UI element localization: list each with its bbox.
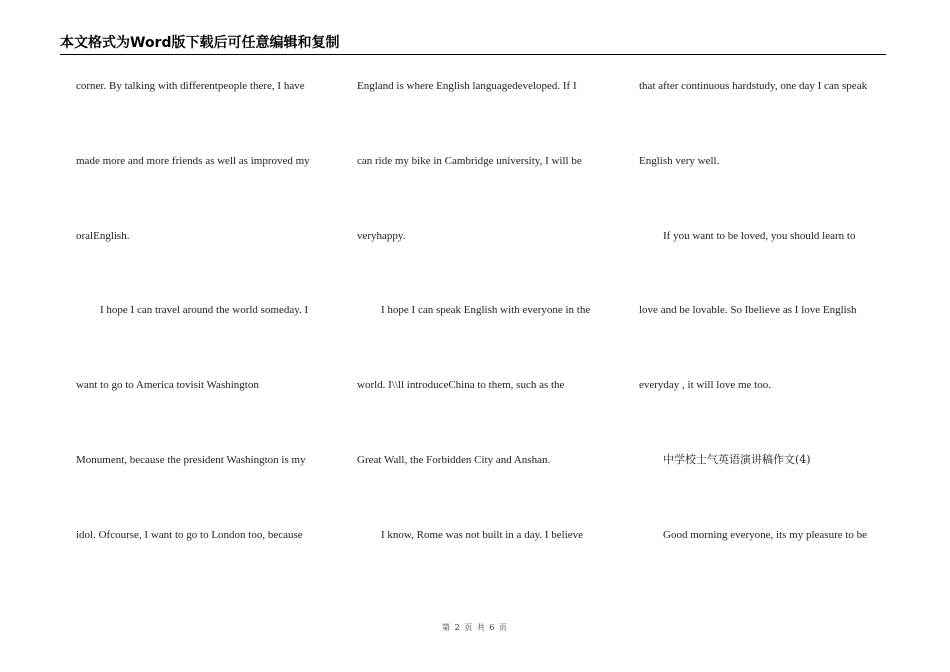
text-line: idol. Ofcourse, I want to go to London too, because <box>76 529 303 541</box>
text-line: If you want to be loved, you should learn to <box>663 230 856 242</box>
text-line: I hope I can speak English with everyone in the <box>381 304 591 316</box>
text-column-2 <box>357 0 613 600</box>
text-line: I know, Rome was not built in a day. I believe <box>381 529 584 541</box>
text-line: corner. By talking with differentpeople there, I have <box>76 80 305 92</box>
text-line: can ride my bike in Cambridge university, I will be <box>357 155 582 167</box>
text-line: Good morning everyone, its my pleasure to be <box>663 529 868 541</box>
text-line: I hope I can travel around the world someday. I <box>100 304 309 316</box>
text-column-1 <box>76 0 332 600</box>
text-line: oralEnglish. <box>76 230 130 242</box>
text-line: made more and more friends as well as improved my <box>76 155 310 167</box>
text-line: world. I\\ll introduceChina to them, such as the <box>357 379 565 391</box>
text-line: want to go to America tovisit Washington <box>76 379 259 391</box>
text-line: veryhappy. <box>357 230 406 242</box>
text-line: Great Wall, the Forbidden City and Anshan. <box>357 454 551 466</box>
text-line: everyday , it will love me too. <box>639 379 771 391</box>
text-line: love and be lovable. So Ibelieve as I love English <box>639 304 857 316</box>
text-line: that after continuous hardstudy, one day I can speak <box>639 80 868 92</box>
section-heading: 中学校士气英语演讲稿作文(4) <box>663 453 811 466</box>
text-line: Monument, because the president Washington is my <box>76 454 306 466</box>
text-line: English very well. <box>639 155 720 167</box>
page-number: 第 2 页 共 6 页 <box>442 623 508 632</box>
text-line: England is where English languagedeveloped. If I <box>357 80 577 92</box>
text-column-3 <box>639 0 889 600</box>
header-title: 本文格式为Word版下载后可任意编辑和复制 <box>60 35 340 51</box>
